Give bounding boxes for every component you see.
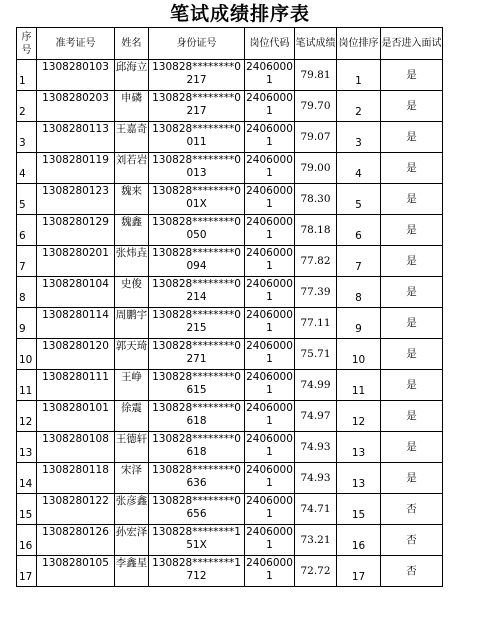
id-number-text: 130828********0050 <box>152 216 241 241</box>
cell-id-number <box>149 556 245 587</box>
post-code-text: 24060001 <box>246 495 293 520</box>
cell-interview-status: 是 <box>381 401 443 432</box>
post-code-text: 24060001 <box>246 92 293 117</box>
cell-post-code <box>245 556 295 587</box>
id-number-text: 130828********0094 <box>152 247 241 272</box>
table-row <box>17 339 443 370</box>
row-number-text: 3 <box>19 137 26 149</box>
cell-interview-status: 是 <box>381 215 443 246</box>
row-number-text: 11 <box>19 385 33 397</box>
cell-written-score: 77.82 <box>295 246 337 277</box>
cell-row-number <box>17 463 37 494</box>
post-code-text: 24060001 <box>246 340 293 365</box>
cell-row-number <box>17 91 37 122</box>
header-interview: 是否进入面试 <box>381 28 443 60</box>
post-rank-text: 5 <box>355 199 362 211</box>
cell-post-rank <box>337 525 381 556</box>
header-post: 岗位代码 <box>245 28 295 60</box>
cell-candidate-name <box>115 277 149 308</box>
candidate-name-text: 周鹏宇 <box>115 309 148 321</box>
cell-post-code <box>245 246 295 277</box>
cell-ticket-number <box>37 91 115 122</box>
post-rank-text: 15 <box>351 509 366 521</box>
cell-post-rank <box>337 122 381 153</box>
ticket-number-text: 1308280104 <box>42 278 109 290</box>
cell-post-rank <box>337 339 381 370</box>
post-code-text: 24060001 <box>246 464 293 489</box>
cell-post-rank <box>337 556 381 587</box>
cell-post-code <box>245 494 295 525</box>
cell-id-number <box>149 401 245 432</box>
cell-interview-status: 否 <box>381 525 443 556</box>
cell-row-number <box>17 339 37 370</box>
cell-post-rank <box>337 60 381 91</box>
cell-post-rank <box>337 246 381 277</box>
cell-ticket-number <box>37 246 115 277</box>
table-row <box>17 60 443 91</box>
post-rank-text: 4 <box>355 168 362 180</box>
ticket-number-text: 1308280118 <box>42 464 109 476</box>
ticket-number-text: 1308280103 <box>42 61 109 73</box>
cell-interview-status: 是 <box>381 463 443 494</box>
post-rank-text: 12 <box>351 416 366 428</box>
post-code-text: 24060001 <box>246 433 293 458</box>
cell-interview-status: 是 <box>381 277 443 308</box>
post-code-text: 24060001 <box>246 61 293 86</box>
post-code-text: 24060001 <box>246 123 293 148</box>
cell-id-number <box>149 184 245 215</box>
cell-ticket-number <box>37 60 115 91</box>
cell-interview-status: 否 <box>381 494 443 525</box>
cell-ticket-number <box>37 494 115 525</box>
cell-row-number <box>17 215 37 246</box>
cell-row-number <box>17 246 37 277</box>
cell-ticket-number <box>37 153 115 184</box>
post-rank-text: 13 <box>351 447 366 459</box>
candidate-name-text: 邱海立 <box>115 61 148 73</box>
cell-ticket-number <box>37 215 115 246</box>
table-row <box>17 91 443 122</box>
ticket-number-text: 1308280108 <box>42 433 109 445</box>
candidate-name-text: 申磷 <box>121 92 142 104</box>
cell-post-rank <box>337 215 381 246</box>
candidate-name-text: 李鑫星 <box>115 557 148 569</box>
cell-written-score: 79.07 <box>295 122 337 153</box>
cell-id-number <box>149 432 245 463</box>
cell-id-number <box>149 339 245 370</box>
post-code-text: 24060001 <box>246 526 293 551</box>
cell-post-rank <box>337 91 381 122</box>
row-number-text: 12 <box>19 416 33 428</box>
cell-post-rank <box>337 308 381 339</box>
cell-ticket-number <box>37 463 115 494</box>
row-number-text: 8 <box>19 292 26 304</box>
cell-candidate-name <box>115 184 149 215</box>
cell-ticket-number <box>37 432 115 463</box>
cell-written-score: 74.71 <box>295 494 337 525</box>
post-code-text: 24060001 <box>246 278 293 303</box>
cell-ticket-number <box>37 525 115 556</box>
cell-candidate-name <box>115 308 149 339</box>
post-rank-text: 11 <box>351 385 366 397</box>
cell-row-number <box>17 525 37 556</box>
row-number-text: 16 <box>19 540 33 552</box>
row-number-text: 13 <box>19 447 33 459</box>
post-rank-text: 16 <box>351 540 366 552</box>
cell-row-number <box>17 277 37 308</box>
header-rank: 岗位排序 <box>337 28 381 60</box>
id-number-text: 130828********0013 <box>152 154 241 179</box>
post-rank-text: 8 <box>355 292 362 304</box>
cell-post-code <box>245 215 295 246</box>
row-number-text: 2 <box>19 106 26 118</box>
cell-post-code <box>245 525 295 556</box>
cell-row-number <box>17 308 37 339</box>
cell-id-number <box>149 277 245 308</box>
id-number-text: 130828********0636 <box>152 464 241 489</box>
candidate-name-text: 郭天琦 <box>115 340 148 352</box>
cell-interview-status: 是 <box>381 308 443 339</box>
ticket-number-text: 1308280114 <box>42 309 109 321</box>
cell-written-score: 73.21 <box>295 525 337 556</box>
id-number-text: 130828********1712 <box>152 557 241 582</box>
cell-post-rank <box>337 277 381 308</box>
cell-written-score: 77.39 <box>295 277 337 308</box>
cell-ticket-number <box>37 339 115 370</box>
cell-written-score: 79.81 <box>295 60 337 91</box>
candidate-name-text: 魏鑫 <box>121 216 142 228</box>
cell-interview-status: 是 <box>381 91 443 122</box>
row-number-text: 9 <box>19 323 26 335</box>
cell-written-score: 72.72 <box>295 556 337 587</box>
table-row <box>17 215 443 246</box>
cell-written-score: 77.11 <box>295 308 337 339</box>
cell-id-number <box>149 370 245 401</box>
post-code-text: 24060001 <box>246 371 293 396</box>
id-number-text: 130828********001X <box>152 185 241 210</box>
cell-post-code <box>245 184 295 215</box>
cell-id-number <box>149 215 245 246</box>
cell-interview-status: 是 <box>381 153 443 184</box>
cell-interview-status: 是 <box>381 339 443 370</box>
post-rank-text: 9 <box>355 323 362 335</box>
post-rank-text: 10 <box>351 354 366 366</box>
cell-post-code <box>245 370 295 401</box>
cell-post-rank <box>337 370 381 401</box>
page-title: 笔试成绩排序表 <box>169 3 310 25</box>
row-number-text: 14 <box>19 478 33 490</box>
cell-row-number <box>17 122 37 153</box>
candidate-name-text: 刘若岩 <box>115 154 148 166</box>
row-number-text: 15 <box>19 509 33 521</box>
id-number-text: 130828********0618 <box>152 402 241 427</box>
id-number-text: 130828********0618 <box>152 433 241 458</box>
cell-row-number <box>17 556 37 587</box>
cell-row-number <box>17 184 37 215</box>
header-score: 笔试成绩 <box>295 28 337 60</box>
cell-interview-status: 是 <box>381 370 443 401</box>
header-no: 序号 <box>17 28 37 60</box>
cell-post-code <box>245 153 295 184</box>
cell-ticket-number <box>37 184 115 215</box>
cell-row-number <box>17 432 37 463</box>
cell-candidate-name <box>115 153 149 184</box>
cell-post-rank <box>337 494 381 525</box>
post-rank-text: 2 <box>355 106 362 118</box>
cell-post-code <box>245 91 295 122</box>
table-row <box>17 277 443 308</box>
cell-post-code <box>245 432 295 463</box>
table-row <box>17 246 443 277</box>
cell-written-score: 79.00 <box>295 153 337 184</box>
row-number-text: 4 <box>19 168 26 180</box>
table-row <box>17 122 443 153</box>
cell-candidate-name <box>115 215 149 246</box>
post-rank-text: 6 <box>355 230 362 242</box>
cell-candidate-name <box>115 525 149 556</box>
cell-post-code <box>245 60 295 91</box>
row-number-text: 5 <box>19 199 26 211</box>
table-row <box>17 308 443 339</box>
post-rank-text: 3 <box>355 137 362 149</box>
cell-candidate-name <box>115 432 149 463</box>
cell-ticket-number <box>37 401 115 432</box>
candidate-name-text: 魏来 <box>121 185 142 197</box>
cell-interview-status: 是 <box>381 60 443 91</box>
cell-post-code <box>245 339 295 370</box>
table-row <box>17 556 443 587</box>
cell-post-rank <box>337 463 381 494</box>
id-number-text: 130828********0656 <box>152 495 241 520</box>
id-number-text: 130828********151X <box>152 526 241 551</box>
id-number-text: 130828********0217 <box>152 92 241 117</box>
cell-ticket-number <box>37 370 115 401</box>
cell-candidate-name <box>115 339 149 370</box>
post-rank-text: 7 <box>355 261 362 273</box>
cell-written-score: 74.93 <box>295 432 337 463</box>
cell-post-code <box>245 463 295 494</box>
post-rank-text: 17 <box>351 571 366 583</box>
ticket-number-text: 1308280126 <box>42 526 109 538</box>
id-number-text: 130828********0215 <box>152 309 241 334</box>
cell-post-rank <box>337 184 381 215</box>
cell-post-rank <box>337 401 381 432</box>
header-ticket: 准考证号 <box>37 28 115 60</box>
post-rank-text: 1 <box>355 75 362 87</box>
cell-written-score: 79.70 <box>295 91 337 122</box>
cell-id-number <box>149 153 245 184</box>
candidate-name-text: 张彦鑫 <box>115 495 148 507</box>
row-number-text: 10 <box>19 354 33 366</box>
cell-interview-status: 是 <box>381 184 443 215</box>
cell-post-rank <box>337 432 381 463</box>
cell-id-number <box>149 308 245 339</box>
cell-ticket-number <box>37 556 115 587</box>
cell-ticket-number <box>37 122 115 153</box>
table-row <box>17 401 443 432</box>
table-header-row <box>17 28 443 60</box>
id-number-text: 130828********0271 <box>152 340 241 365</box>
row-number-text: 1 <box>19 75 26 87</box>
cell-ticket-number <box>37 277 115 308</box>
cell-post-code <box>245 122 295 153</box>
candidate-name-text: 徐震 <box>121 402 142 414</box>
table-row <box>17 525 443 556</box>
table-row <box>17 153 443 184</box>
cell-post-code <box>245 277 295 308</box>
cell-candidate-name <box>115 122 149 153</box>
table-row <box>17 370 443 401</box>
post-code-text: 24060001 <box>246 247 293 272</box>
cell-written-score: 74.93 <box>295 463 337 494</box>
ticket-number-text: 1308280201 <box>42 247 109 259</box>
candidate-name-text: 孙宏泽 <box>115 526 148 538</box>
row-number-text: 7 <box>19 261 26 273</box>
id-number-text: 130828********0615 <box>152 371 241 396</box>
cell-written-score: 78.30 <box>295 184 337 215</box>
post-code-text: 24060001 <box>246 154 293 179</box>
cell-candidate-name <box>115 401 149 432</box>
cell-candidate-name <box>115 494 149 525</box>
cell-id-number <box>149 463 245 494</box>
cell-id-number <box>149 525 245 556</box>
candidate-name-text: 王嘉奇 <box>115 123 148 135</box>
ticket-number-text: 1308280203 <box>42 92 109 104</box>
candidate-name-text: 王峥 <box>121 371 142 383</box>
ticket-number-text: 1308280129 <box>42 216 109 228</box>
ticket-number-text: 1308280113 <box>42 123 109 135</box>
table-row <box>17 463 443 494</box>
ticket-number-text: 1308280120 <box>42 340 109 352</box>
cell-post-code <box>245 401 295 432</box>
post-code-text: 24060001 <box>246 309 293 334</box>
cell-candidate-name <box>115 370 149 401</box>
post-code-text: 24060001 <box>246 402 293 427</box>
table-row <box>17 432 443 463</box>
id-number-text: 130828********0217 <box>152 61 241 86</box>
candidate-name-text: 王德轩 <box>115 433 148 445</box>
row-number-text: 17 <box>19 571 33 583</box>
cell-row-number <box>17 60 37 91</box>
cell-interview-status: 是 <box>381 246 443 277</box>
cell-written-score: 74.97 <box>295 401 337 432</box>
candidate-name-text: 史俊 <box>121 278 142 290</box>
ticket-number-text: 1308280123 <box>42 185 109 197</box>
cell-candidate-name <box>115 60 149 91</box>
cell-id-number <box>149 122 245 153</box>
cell-id-number <box>149 246 245 277</box>
post-code-text: 24060001 <box>246 185 293 210</box>
id-number-text: 130828********0214 <box>152 278 241 303</box>
candidate-name-text: 张炜垚 <box>115 247 148 259</box>
cell-written-score: 78.18 <box>295 215 337 246</box>
cell-written-score: 75.71 <box>295 339 337 370</box>
cell-row-number <box>17 494 37 525</box>
cell-ticket-number <box>37 308 115 339</box>
cell-interview-status: 是 <box>381 122 443 153</box>
cell-id-number <box>149 91 245 122</box>
header-id: 身份证号 <box>149 28 245 60</box>
candidate-name-text: 宋泽 <box>121 464 142 476</box>
cell-row-number <box>17 153 37 184</box>
ticket-number-text: 1308280122 <box>42 495 109 507</box>
table-row <box>17 184 443 215</box>
post-code-text: 24060001 <box>246 557 293 582</box>
cell-post-rank <box>337 153 381 184</box>
row-number-text: 6 <box>19 230 26 242</box>
header-name: 姓名 <box>115 28 149 60</box>
post-code-text: 24060001 <box>246 216 293 241</box>
cell-row-number <box>17 370 37 401</box>
cell-row-number <box>17 401 37 432</box>
cell-post-code <box>245 308 295 339</box>
ticket-number-text: 1308280105 <box>42 557 109 569</box>
cell-interview-status: 是 <box>381 432 443 463</box>
score-table <box>16 27 443 587</box>
cell-candidate-name <box>115 246 149 277</box>
cell-interview-status: 否 <box>381 556 443 587</box>
cell-candidate-name <box>115 463 149 494</box>
ticket-number-text: 1308280101 <box>42 402 109 414</box>
cell-candidate-name <box>115 91 149 122</box>
table-row <box>17 494 443 525</box>
ticket-number-text: 1308280111 <box>42 371 109 383</box>
ticket-number-text: 1308280119 <box>42 154 109 166</box>
cell-written-score: 74.99 <box>295 370 337 401</box>
cell-id-number <box>149 494 245 525</box>
id-number-text: 130828********0011 <box>152 123 241 148</box>
post-rank-text: 13 <box>351 478 366 490</box>
cell-id-number <box>149 60 245 91</box>
cell-candidate-name <box>115 556 149 587</box>
